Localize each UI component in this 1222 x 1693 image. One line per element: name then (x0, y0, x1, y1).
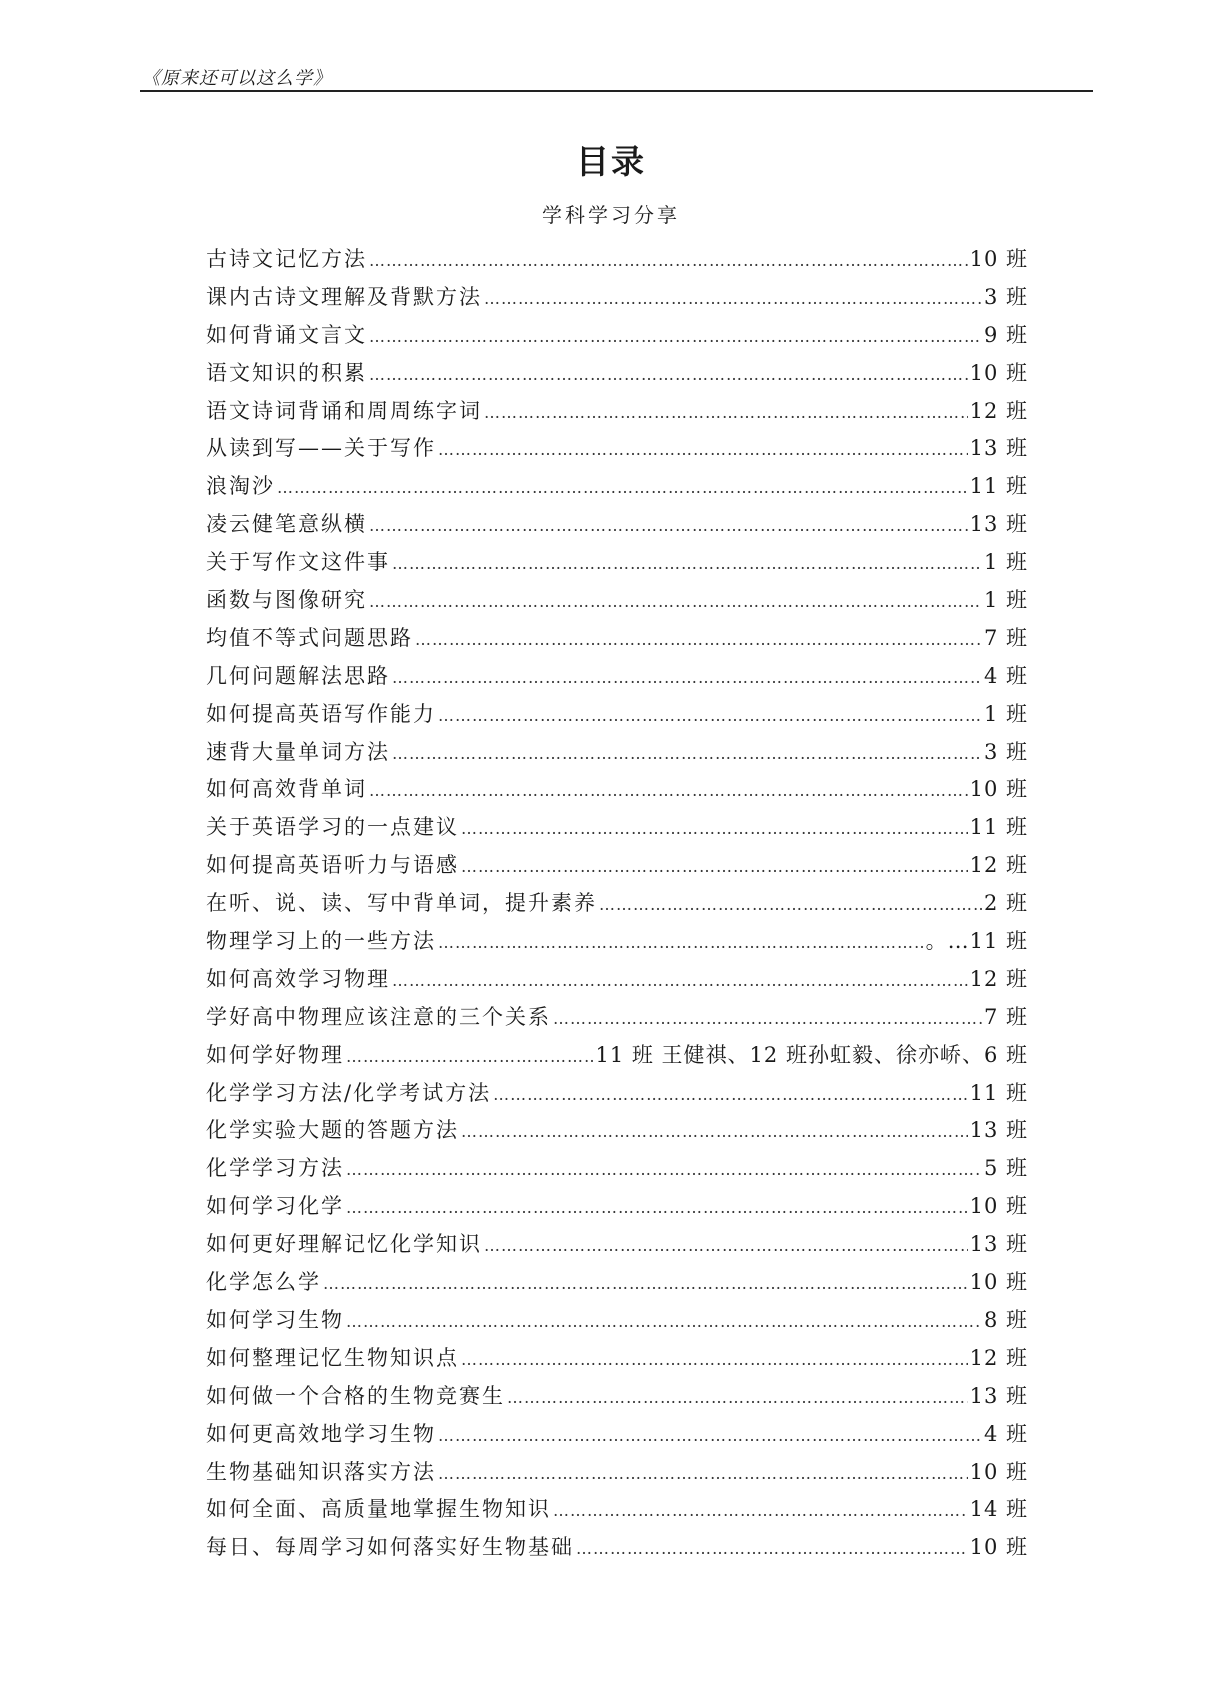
dot-leader (369, 507, 968, 545)
entry-title: 如何更高效地学习生物 (206, 1421, 436, 1446)
toc-entry (206, 885, 1028, 923)
dot-leader (323, 1265, 968, 1303)
toc-entry (206, 1226, 1028, 1264)
entry-class: 1 班 (983, 701, 1028, 726)
toc-entry (206, 430, 1028, 468)
toc-entry (206, 355, 1028, 393)
entry-title: 如何提高英语听力与语感 (206, 853, 459, 878)
entry-class: 12 班 (969, 853, 1028, 878)
entry-class: 12 班 (969, 966, 1028, 991)
toc-entry (206, 1529, 1028, 1567)
entry-class: 10 班 (969, 777, 1028, 802)
dot-leader (346, 1151, 982, 1189)
toc-entry (206, 468, 1028, 506)
table-of-contents (206, 241, 1028, 1567)
dot-leader (438, 431, 968, 469)
header-rule (140, 90, 1093, 92)
entry-class: 13 班 (969, 1232, 1028, 1257)
dot-leader (346, 1189, 968, 1227)
entry-class: 11 班 (969, 474, 1028, 499)
entry-title: 浪淘沙 (206, 474, 275, 499)
entry-class: 10 班 (969, 1194, 1028, 1219)
dot-leader (576, 1530, 968, 1568)
dot-leader (438, 1417, 982, 1455)
toc-entry (206, 279, 1028, 317)
toc-entry (206, 1075, 1028, 1113)
dot-leader (392, 735, 982, 773)
entry-title: 学好高中物理应该注意的三个关系 (206, 1004, 551, 1029)
dot-leader (553, 1492, 968, 1530)
toc-entry (206, 1340, 1028, 1378)
entry-title: 古诗文记忆方法 (206, 247, 367, 271)
entry-class: 11 班 (969, 815, 1028, 840)
dot-leader (369, 583, 982, 621)
entry-title: 如何做一个合格的生物竞赛生 (206, 1383, 505, 1408)
toc-entry (206, 847, 1028, 885)
entry-class: 14 班 (969, 1497, 1028, 1522)
toc-entry (206, 1302, 1028, 1340)
entry-class: 1 班 (983, 588, 1028, 613)
dot-leader (461, 1341, 968, 1379)
dot-leader (369, 318, 982, 356)
dot-leader (599, 886, 982, 924)
entry-title: 如何学习生物 (206, 1307, 344, 1332)
dot-leader (392, 659, 982, 697)
entry-class: 11 班 王健祺、12 班孙虹毅、徐亦峤、6 班 (595, 1042, 1028, 1067)
entry-class: 8 班 (983, 1307, 1028, 1332)
entry-title: 如何背诵文言文 (206, 322, 367, 347)
dot-leader (438, 697, 982, 735)
entry-class: 10 班 (969, 1459, 1028, 1484)
entry-title: 化学学习方法/化学考试方法 (206, 1080, 492, 1105)
toc-entry (206, 1454, 1028, 1492)
entry-class: 7 班 (983, 1004, 1028, 1029)
dot-leader (461, 810, 968, 848)
toc-entry (206, 809, 1028, 847)
toc-entry (206, 961, 1028, 999)
dot-leader (484, 280, 982, 318)
entry-title: 化学学习方法 (206, 1156, 344, 1181)
toc-entry (206, 1416, 1028, 1454)
toc-entry (206, 1150, 1028, 1188)
toc-entry (206, 241, 1028, 279)
running-header: 《原来还可以这么学》 (142, 68, 332, 89)
entry-title: 如何高效学习物理 (206, 966, 390, 991)
entry-class: 5 班 (983, 1156, 1028, 1181)
entry-title: 生物基础知识落实方法 (206, 1459, 436, 1484)
dot-leader (484, 1227, 968, 1265)
toc-entry (206, 658, 1028, 696)
entry-title: 语文诗词背诵和周周练字词 (206, 398, 482, 423)
entry-title: 如何更好理解记忆化学知识 (206, 1232, 482, 1257)
entry-title: 课内古诗文理解及背默方法 (206, 284, 482, 309)
entry-title: 如何全面、高质量地掌握生物知识 (206, 1497, 551, 1522)
entry-class: 1 班 (983, 550, 1028, 575)
dot-leader (392, 545, 982, 583)
entry-title: 如何高效背单词 (206, 777, 367, 802)
dot-leader (438, 1455, 968, 1493)
page-title: 目录 (576, 142, 646, 181)
entry-title: 从读到写——关于写作 (206, 436, 436, 461)
toc-entry (206, 771, 1028, 809)
entry-class: 3 班 (983, 284, 1028, 309)
entry-title: 如何整理记忆生物知识点 (206, 1345, 459, 1370)
dot-leader (346, 1038, 593, 1076)
toc-entry (206, 734, 1028, 772)
dot-leader (484, 394, 968, 432)
dot-leader (415, 621, 982, 659)
dot-leader (392, 962, 968, 1000)
dot-leader (461, 848, 968, 886)
toc-entry (206, 999, 1028, 1037)
entry-title: 几何问题解法思路 (206, 663, 390, 688)
entry-class: 13 班 (969, 512, 1028, 537)
entry-class: 13 班 (969, 436, 1028, 461)
entry-class: 10 班 (969, 360, 1028, 385)
toc-entry (206, 620, 1028, 658)
toc-entry (206, 696, 1028, 734)
entry-class: 10 班 (969, 1535, 1028, 1560)
entry-class: 13 班 (969, 1118, 1028, 1143)
dot-leader (369, 356, 968, 394)
entry-class: 4 班 (983, 663, 1028, 688)
toc-entry (206, 544, 1028, 582)
dot-leader (438, 924, 924, 962)
dot-leader (277, 469, 968, 507)
entry-class: 10 班 (969, 247, 1028, 271)
toc-entry (206, 1491, 1028, 1529)
entry-title: 关于写作文这件事 (206, 550, 390, 575)
dot-leader (346, 1303, 982, 1341)
entry-class: 7 班 (983, 625, 1028, 650)
section-title: 学科学习分享 (542, 203, 680, 227)
dot-leader (461, 1113, 968, 1151)
dot-leader (369, 772, 968, 810)
entry-class: 。…11 班 (925, 929, 1028, 954)
toc-entry (206, 393, 1028, 431)
entry-title: 物理学习上的一些方法 (206, 929, 436, 954)
entry-title: 化学怎么学 (206, 1270, 321, 1295)
toc-entry (206, 1112, 1028, 1150)
entry-title: 凌云健笔意纵横 (206, 512, 367, 537)
toc-entry (206, 923, 1028, 961)
entry-class: 3 班 (983, 739, 1028, 764)
entry-class: 12 班 (969, 398, 1028, 423)
entry-title: 速背大量单词方法 (206, 739, 390, 764)
dot-leader (369, 242, 968, 280)
entry-title: 如何提高英语写作能力 (206, 701, 436, 726)
entry-class: 4 班 (983, 1421, 1028, 1446)
dot-leader (493, 1076, 968, 1114)
entry-class: 9 班 (983, 322, 1028, 347)
entry-title: 均值不等式问题思路 (206, 625, 413, 650)
dot-leader (553, 1000, 982, 1038)
entry-class: 12 班 (969, 1345, 1028, 1370)
toc-entry (206, 1378, 1028, 1416)
toc-entry (206, 1264, 1028, 1302)
toc-entry (206, 506, 1028, 544)
dot-leader (507, 1379, 968, 1417)
entry-title: 关于英语学习的一点建议 (206, 815, 459, 840)
entry-title: 每日、每周学习如何落实好生物基础 (206, 1535, 574, 1560)
entry-title: 如何学习化学 (206, 1194, 344, 1219)
entry-title: 如何学好物理 (206, 1042, 344, 1067)
toc-entry (206, 317, 1028, 355)
entry-title: 化学实验大题的答题方法 (206, 1118, 459, 1143)
entry-class: 13 班 (969, 1383, 1028, 1408)
entry-class: 2 班 (983, 891, 1028, 916)
toc-entry (206, 582, 1028, 620)
entry-title: 函数与图像研究 (206, 588, 367, 613)
toc-entry (206, 1037, 1028, 1075)
entry-class: 10 班 (969, 1270, 1028, 1295)
entry-title: 语文知识的积累 (206, 360, 367, 385)
entry-title: 在听、说、读、写中背单词，提升素养 (206, 891, 597, 916)
toc-entry (206, 1188, 1028, 1226)
entry-class: 11 班 (969, 1080, 1028, 1105)
